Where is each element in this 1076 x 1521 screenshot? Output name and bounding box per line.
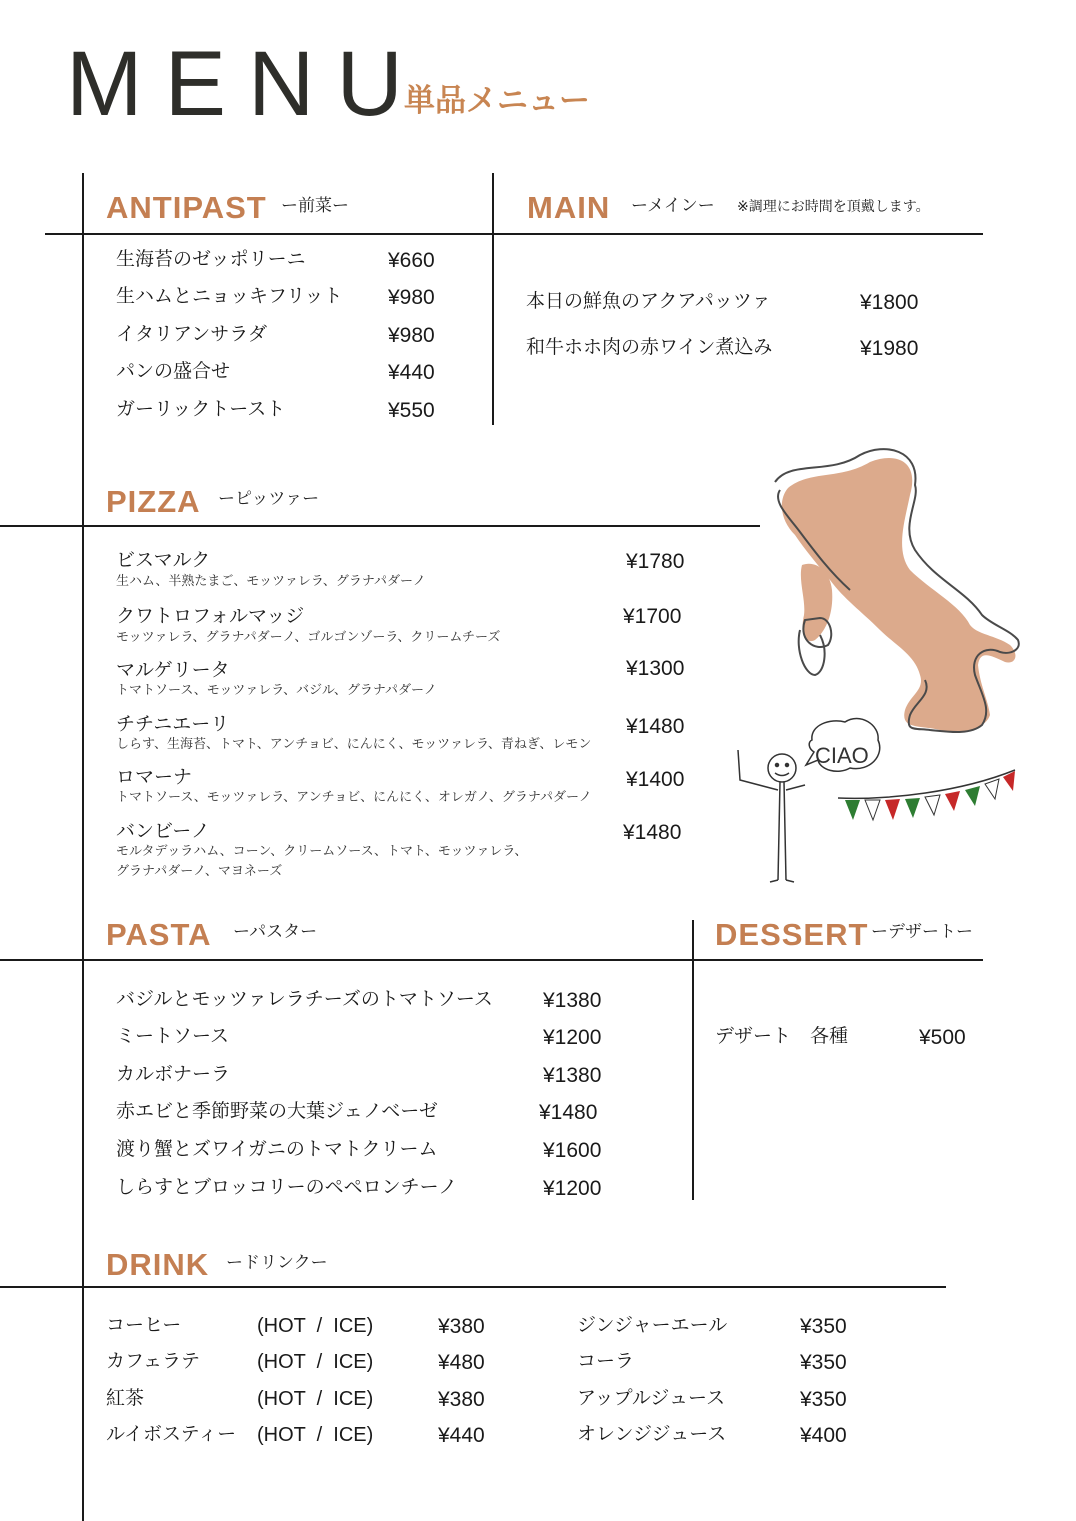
drink-item: オレンジジュース [577, 1423, 727, 1445]
antipast-price: ¥440 [388, 361, 435, 384]
pasta-price: ¥1200 [543, 1177, 602, 1200]
left-divider [82, 173, 84, 1521]
antipast-item: 生ハムとニョッキフリット [116, 285, 343, 307]
pizza-price: ¥1400 [626, 768, 685, 791]
pasta-price: ¥1600 [543, 1139, 602, 1162]
main-price: ¥1980 [860, 337, 919, 360]
drink-item: コーヒー [106, 1314, 182, 1336]
pasta-price: ¥1480 [539, 1101, 598, 1124]
drink-item: アップルジュース [577, 1387, 726, 1409]
pizza-price: ¥1780 [626, 550, 685, 573]
section-title-antipast: ANTIPAST [106, 190, 267, 225]
section-title-dessert: DESSERT [715, 917, 869, 952]
section-title-pizza: PIZZA [106, 484, 201, 519]
section-title-pasta: PASTA [106, 917, 212, 952]
main-note: ※調理にお時間を頂戴します。 [737, 199, 930, 215]
stick-figure-icon [738, 750, 805, 882]
main-price: ¥1800 [860, 291, 919, 314]
drink-item: 紅茶 [106, 1387, 145, 1409]
pasta-price: ¥1200 [543, 1026, 602, 1049]
section-title-main: MAIN [527, 190, 611, 225]
drink-item: カフェラテ [106, 1350, 201, 1372]
antipast-price: ¥660 [388, 249, 435, 272]
antipast-rule [45, 233, 983, 235]
pizza-price: ¥1480 [626, 715, 685, 738]
drink-item: ジンジャーエール [577, 1314, 728, 1336]
pizza-desc: 生ハム、半熟たまご、モッツァレラ、グラナパダーノ [116, 574, 426, 589]
pizza-desc-continued: グラナパダーノ、マヨネーズ [116, 864, 283, 879]
antipast-item: 生海苔のゼッポリーニ [116, 248, 306, 270]
pizza-name: マルゲリータ [116, 659, 230, 681]
drink-item: コーラ [577, 1350, 635, 1372]
section-sub-pizza: ーピッツァー [218, 489, 320, 509]
pasta-price: ¥1380 [543, 1064, 602, 1087]
menu-title: MENU [66, 33, 425, 135]
pizza-price: ¥1700 [623, 605, 682, 628]
antipast-price: ¥980 [388, 324, 435, 347]
pizza-name: クワトロフォルマッジ [116, 605, 305, 627]
drink-price: ¥400 [800, 1424, 847, 1447]
pasta-item: カルボナーラ [116, 1063, 231, 1085]
drink-price: ¥480 [438, 1351, 485, 1374]
pizza-price: ¥1480 [623, 821, 682, 844]
drink-price: ¥350 [800, 1351, 847, 1374]
drink-rule [0, 1286, 946, 1288]
drink-option: (HOT / ICE) [257, 1351, 374, 1373]
pizza-desc: しらす、生海苔、トマト、アンチョビ、にんにく、モッツァレラ、青ねぎ、レモン [116, 737, 592, 752]
drink-price: ¥380 [438, 1388, 485, 1411]
main-item: 本日の鮮魚のアクアパッツァ [526, 290, 771, 312]
pizza-desc: トマトソース、モッツァレラ、バジル、グラナパダーノ [116, 683, 437, 698]
speech-bubble-text: CIAO [815, 743, 869, 768]
pizza-name: ビスマルク [116, 549, 211, 571]
pasta-item: バジルとモッツァレラチーズのトマトソース [116, 988, 493, 1010]
antipast-price: ¥550 [388, 399, 435, 422]
pasta-item: しらすとブロッコリーのペペロンチーノ [116, 1176, 458, 1198]
drink-option: (HOT / ICE) [257, 1315, 374, 1337]
drink-price: ¥440 [438, 1424, 485, 1447]
pasta-price: ¥1380 [543, 989, 602, 1012]
drink-option: (HOT / ICE) [257, 1388, 374, 1410]
menu-subtitle: 単品メニュー [404, 83, 590, 119]
drink-option: (HOT / ICE) [257, 1424, 374, 1446]
drink-item: ルイボスティー [106, 1423, 237, 1445]
pasta-item: 渡り蟹とズワイガニのトマトクリーム [116, 1138, 438, 1160]
antipast-main-divider [492, 173, 494, 425]
antipast-item: パンの盛合せ [116, 360, 231, 382]
dessert-item: デザート 各種 [715, 1025, 849, 1047]
section-sub-antipast: ー前菜ー [281, 196, 349, 216]
pizza-desc: モッツァレラ、グラナパダーノ、ゴルゴンゾーラ、クリームチーズ [116, 630, 501, 645]
section-sub-drink: ードリンクー [226, 1253, 328, 1273]
drink-price: ¥380 [438, 1315, 485, 1338]
section-sub-main: ーメインー [631, 196, 715, 216]
pizza-desc: モルタデッラハム、コーン、クリームソース、トマト、モッツァレラ、 [116, 844, 528, 859]
pasta-item: ミートソース [116, 1025, 230, 1047]
section-sub-pasta: ーパスター [233, 922, 318, 942]
dessert-price: ¥500 [919, 1026, 966, 1049]
pasta-dessert-divider [692, 920, 694, 1200]
section-sub-dessert: ーデザートー [871, 922, 973, 942]
pizza-desc: トマトソース、モッツァレラ、アンチョビ、にんにく、オレガノ、グラナパダーノ [116, 790, 592, 805]
pizza-name: ロマーナ [116, 766, 193, 788]
antipast-item: ガーリックトースト [116, 398, 286, 420]
pizza-name: チチニエーリ [116, 713, 230, 735]
italy-map-icon [775, 449, 1019, 732]
italy-illustration [720, 440, 1040, 900]
pasta-rule [0, 959, 983, 961]
pizza-rule [0, 525, 760, 527]
pasta-item: 赤エビと季節野菜の大葉ジェノベーゼ [116, 1100, 438, 1122]
drink-price: ¥350 [800, 1315, 847, 1338]
drink-price: ¥350 [800, 1388, 847, 1411]
bunting-icon [838, 770, 1015, 820]
antipast-item: イタリアンサラダ [116, 323, 268, 345]
antipast-price: ¥980 [388, 286, 435, 309]
pizza-price: ¥1300 [626, 657, 685, 680]
section-title-drink: DRINK [106, 1247, 210, 1282]
pizza-name: バンビーノ [116, 820, 210, 842]
main-item: 和牛ホホ肉の赤ワイン煮込み [526, 336, 773, 358]
